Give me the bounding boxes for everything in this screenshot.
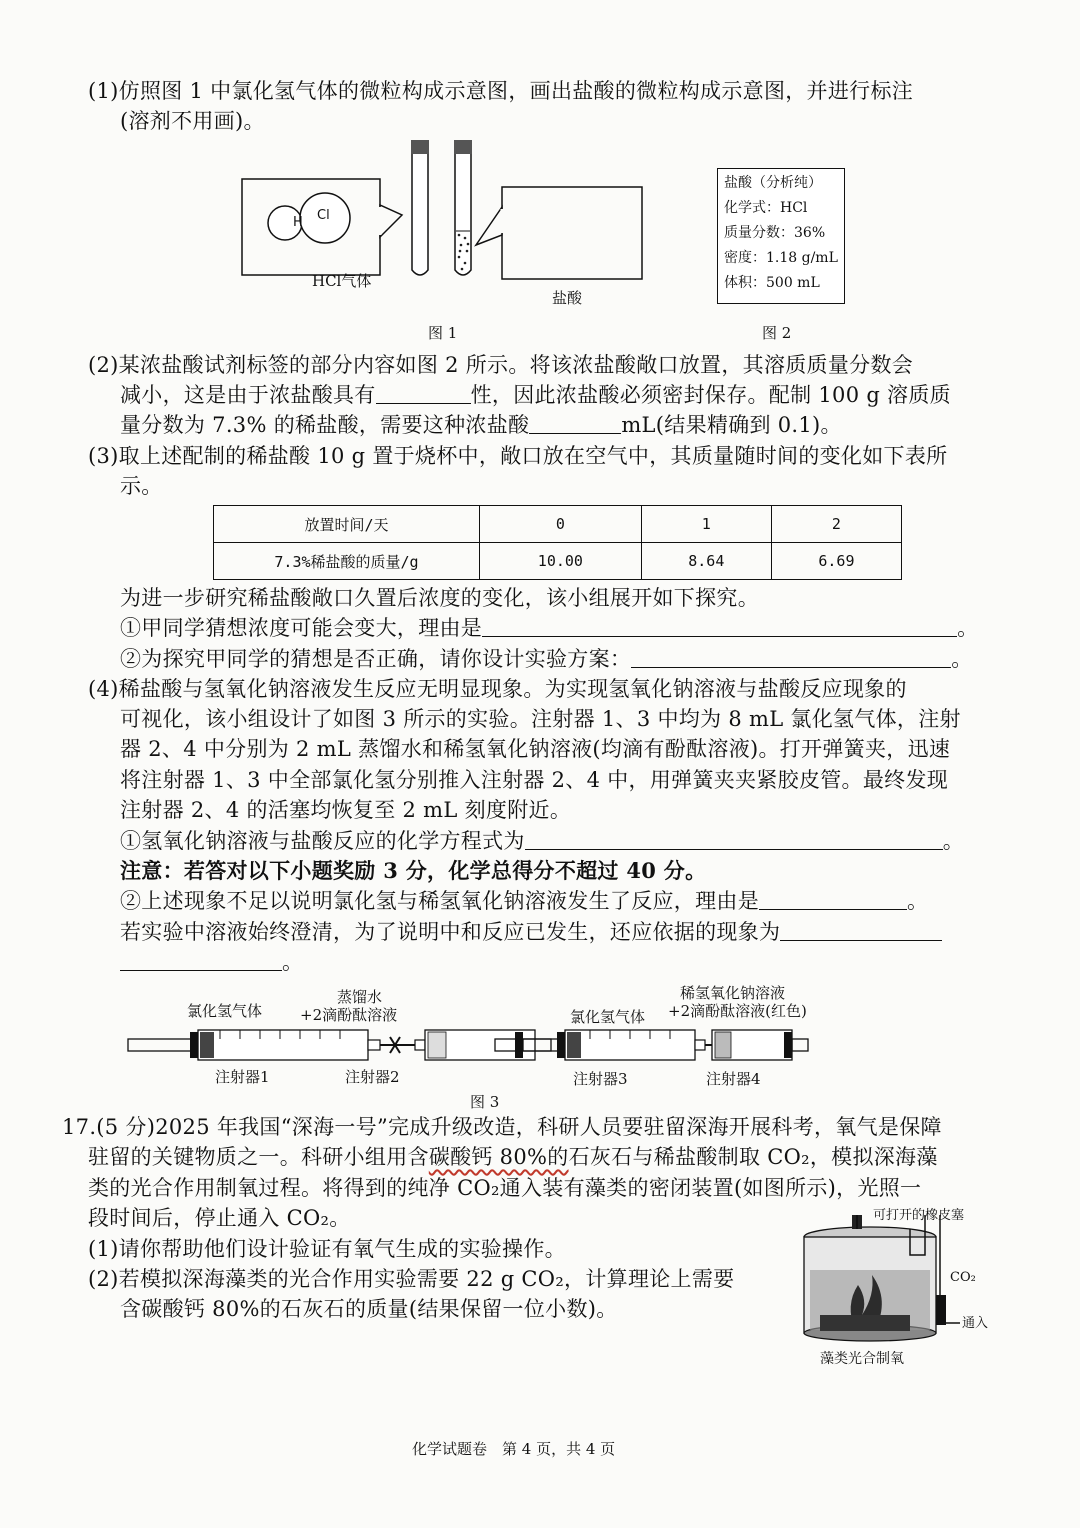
q17-line3: 类的光合作用制氧过程。将得到的纯净 CO₂通入装有藻类的密闭装置(如图所示)，光照一 [88,1176,922,1200]
q16-p4-q3: 若实验中溶液始终澄清，为了说明中和反应已发生，还应依据的现象为 [120,917,942,947]
data-table [213,505,902,580]
q16-p4-line3: 器 2、4 中分别为 2 mL 蒸馏水和稀氢氧化钠溶液(均滴有酚酞溶液)。打开弹簧夹，迅速 [120,737,951,761]
table-cell: 10.00 [480,543,642,580]
acid-label: 盐酸 [552,289,583,307]
fig3-water1: 蒸馏水 [337,988,383,1006]
stopper-label: 可打开的橡皮塞 [873,1208,965,1223]
q17-line2: 驻留的关键物质之一。科研小组用含碳酸钙 80%的石灰石与稀盐酸制取 CO₂，模拟深海藻 [88,1145,938,1169]
q16-p4-q1: ①氢氧化钠溶液与盐酸反应的化学方程式为 。 [120,829,965,853]
q16-p3-q2: ②为探究甲同学的猜想是否正确，请你设计实验方案： 。 [120,647,973,671]
fig3-water2: +2滴酚酞溶液 [300,1006,398,1024]
q16-p1-line1: (1)仿照图 1 中氯化氢气体的微粒构成示意图，画出盐酸的微粒构成示意图，并进行标注 [88,79,914,103]
answer-blank[interactable] [780,918,942,941]
answer-blank[interactable] [376,381,471,404]
inlet-label: 通入 [962,1316,989,1331]
table-cell: 2 [771,506,901,543]
page-footer: 化学试题卷 第 4 页，共 4 页 [412,1440,616,1458]
q16-p4-line4: 将注射器 1、3 中全部氯化氢分别推入注射器 2、4 中，用弹簧夹夹紧胶皮管。最终发现 [120,768,949,792]
q16-p4-line2: 可视化，该小组设计了如图 3 所示的实验。注射器 1、3 中均为 8 mL 氯化氢气体，注射 [120,707,961,731]
q16-p2-line3: 量分数为 7.3% 的稀盐酸，需要这种浓盐酸 mL(结果精确到 0.1)。 [120,413,842,437]
label-mass-fraction: 质量分数：36% [724,225,826,241]
table-row [214,506,902,543]
q16-p3-line1: (3)取上述配制的稀盐酸 10 g 置于烧杯中，敞口放在空气中，其质量随时间的变化如下表所 [88,444,948,468]
table-cell: 放置时间/天 [214,506,480,543]
h-label: H [293,215,303,230]
q16-p3-q1: ①甲同学猜想浓度可能会变大，理由是 。 [120,616,979,640]
co2-label: CO₂ [950,1270,976,1285]
fig3-s1: 注射器1 [215,1068,270,1086]
answer-blank[interactable] [759,887,907,910]
q16-p2-line1: (2)某浓盐酸试剂标签的部分内容如图 2 所示。将该浓盐酸敞口放置，其溶质质量分数会 [88,353,914,377]
table-cell: 6.69 [771,543,901,580]
fig3-gas1: 氯化氢气体 [187,1002,263,1020]
q16-p3-line2: 示。 [120,474,163,498]
figure-3-caption: 图 3 [470,1093,500,1111]
figure-1-caption: 图 1 [428,324,458,342]
fig3-s4: 注射器4 [706,1070,761,1088]
figure-1 [230,135,660,335]
fig3-gas2: 氯化氢气体 [570,1008,646,1026]
hcl-gas-label: HCl气体 [312,272,372,290]
algae-figure-caption: 藻类光合制氧 [820,1351,904,1367]
fig3-naoh2: +2滴酚酞溶液(红色) [668,1002,807,1020]
answer-blank[interactable] [482,614,957,637]
fig3-s2: 注射器2 [345,1068,400,1086]
fig3-s3: 注射器3 [573,1070,628,1088]
q16-p4-line1: (4)稀盐酸与氢氧化钠溶液发生反应无明显现象。为实现氢氧化钠溶液与盐酸反应现象的 [88,677,907,701]
figure-3-right [490,1025,810,1065]
table-cell: 1 [641,506,771,543]
fig3-naoh1: 稀氢氧化钠溶液 [680,984,786,1002]
q17-line4: 段时间后，停止通入 CO₂。 [88,1206,351,1230]
label-formula: 化学式：HCl [724,200,808,216]
underlined-phrase: 碳酸钙 80%的 [428,1145,569,1169]
q16-p4-q2: ②上述现象不足以说明氯化氢与稀氢氧化钠溶液发生了反应，理由是 。 [120,889,929,913]
answer-blank[interactable] [120,948,282,971]
answer-blank[interactable] [529,411,621,434]
table-row [214,543,902,580]
reagent-label [717,168,845,304]
q16-p3-line3: 为进一步研究稀盐酸敞口久置后浓度的变化，该小组展开如下探究。 [120,586,759,610]
q17-sub2a: (2)若模拟深海藻类的光合作用实验需要 22 g CO₂，计算理论上需要 [88,1267,735,1291]
table-cell: 7.3%稀盐酸的质量/g [214,543,480,580]
table-cell: 0 [480,506,642,543]
label-volume: 体积：500 mL [724,275,820,291]
q16-p4-note: 注意：若答对以下小题奖励 3 分，化学总得分不超过 40 分。 [120,858,707,883]
figure-2-caption: 图 2 [762,324,792,342]
answer-blank[interactable] [631,645,951,668]
q16-p4-line5: 注射器 2、4 的活塞均恢复至 2 mL 刻度附近。 [120,798,572,822]
cl-label: Cl [317,208,330,223]
answer-blank[interactable] [525,827,943,850]
label-title: 盐酸（分析纯） [724,175,822,191]
table-cell: 8.64 [641,543,771,580]
label-density: 密度：1.18 g/mL [724,250,838,266]
q16-p1-line2: (溶剂不用画)。 [120,109,265,133]
q17-sub2b: 含碳酸钙 80%的石灰石的质量(结果保留一位小数)。 [120,1297,618,1321]
q17-line1: 17.(5 分)2025 年我国“深海一号”完成升级改造，科研人员要驻留深海开展科考，氧气是保障 [62,1115,942,1139]
q17-sub1: (1)请你帮助他们设计验证有氧气生成的实验操作。 [88,1237,566,1261]
q16-p2-line2: 减小，这是由于浓盐酸具有 性，因此浓盐酸必须密封保存。配制 100 g 溶质质 [120,383,951,407]
q16-p4-q3-cont: 。 [120,947,303,977]
